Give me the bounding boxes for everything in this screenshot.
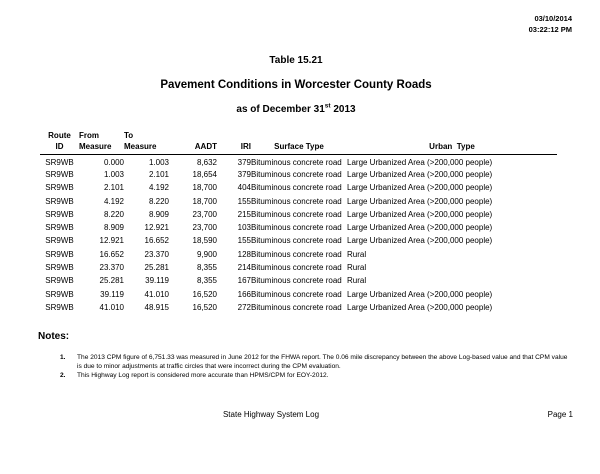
table-cell: 23,700 [192, 223, 217, 233]
table-cell: Rural [347, 249, 367, 259]
col-header-to-measure: To Measure [124, 131, 169, 155]
table-cell: 214 [237, 263, 251, 273]
table-cell: 8.909 [103, 223, 124, 233]
table-cell: 166 [237, 289, 251, 299]
table-cell: 12.921 [99, 236, 124, 246]
table-cell: 215 [237, 209, 251, 219]
pavement-conditions-table [40, 131, 557, 314]
table-cell: Large Urbanized Area (>200,000 people) [347, 289, 493, 299]
table-cell: Large Urbanized Area (>200,000 people) [347, 223, 493, 233]
table-cell: 1.003 [148, 158, 169, 168]
table-cell: SR9WB [45, 302, 74, 312]
table-row [40, 221, 557, 234]
table-cell: 18,700 [192, 183, 217, 193]
table-cell: 379 [237, 158, 251, 168]
table-cell: 39.119 [100, 289, 124, 299]
table-row [40, 155, 557, 168]
col-header-surface-type: Surface Type [251, 131, 347, 155]
table-cell: 23,700 [192, 209, 217, 219]
table-cell: 25.281 [144, 263, 169, 273]
table-cell: 16,520 [192, 302, 217, 312]
print-time: 03:22:12 PM [528, 25, 572, 34]
print-datetime [529, 13, 572, 35]
table-cell: 0.000 [103, 158, 124, 168]
table-cell: 8.909 [148, 209, 169, 219]
table-cell: SR9WB [45, 236, 74, 246]
table-cell: 155 [237, 236, 251, 246]
note-number: 2. [60, 372, 66, 380]
table-cell: 8,632 [196, 158, 217, 168]
table-cell: 2.101 [103, 183, 124, 193]
note-number: 1. [60, 354, 66, 361]
note-text: This Highway Log report is considered more accurate than HPMS/CPM for EOY-2012. [77, 372, 329, 380]
footer-report-name: State Highway System Log [222, 410, 320, 419]
table-header-row [40, 131, 557, 155]
table-cell: 16.652 [99, 249, 124, 259]
table-cell: Bituminous concrete road [251, 183, 342, 193]
table-cell: 2.101 [148, 169, 169, 179]
table-cell: Large Urbanized Area (>200,000 people) [347, 196, 493, 206]
table-cell: 8,355 [196, 276, 217, 286]
col-header-aadt: AADT [169, 131, 217, 155]
table-cell: 41.010 [99, 302, 124, 312]
col-header-from-measure: From Measure [79, 131, 124, 155]
table-cell: Rural [347, 276, 367, 286]
table-cell: SR9WB [45, 289, 74, 299]
table-cell: SR9WB [45, 196, 74, 206]
table-cell: SR9WB [45, 209, 74, 219]
table-cell: 23.370 [99, 263, 124, 273]
table-row [40, 274, 557, 287]
table-cell: 48.915 [144, 302, 169, 312]
table-cell: SR9WB [45, 276, 74, 286]
table-cell: Large Urbanized Area (>200,000 people) [347, 183, 493, 193]
table-row [40, 261, 557, 274]
table-row [40, 301, 557, 314]
table-row [40, 287, 557, 300]
table-cell: 379 [237, 169, 251, 179]
table-body [40, 155, 557, 315]
as-of-date-subtitle [0, 104, 592, 115]
table-cell: Bituminous concrete road [251, 223, 342, 233]
table-cell: 8,355 [196, 263, 217, 273]
table-cell: 16.652 [144, 236, 169, 246]
table-cell: SR9WB [45, 169, 74, 179]
table-cell: Bituminous concrete road [251, 249, 342, 259]
table-cell: 18,590 [192, 236, 217, 246]
table-cell: SR9WB [45, 183, 74, 193]
table-cell: 8.220 [148, 196, 169, 206]
col-header-iri: IRI [217, 131, 251, 155]
ordinal-superscript: st [324, 102, 331, 110]
notes-heading: Notes: [38, 331, 70, 342]
table-cell: 4.192 [103, 196, 124, 206]
table-cell: Bituminous concrete road [251, 158, 342, 168]
page-title: Pavement Conditions in Worcester County Roads [160, 79, 432, 91]
print-date: 03/10/2014 [534, 14, 572, 23]
table-cell: 4.192 [148, 183, 169, 193]
note-text: The 2013 CPM figure of 6,751.33 was measured in June 2012 for the FHWA report. The 0.06 mile discrepancy between the above Log-based value and that CPM value is due to minor adjustments at traffic circles that were incorrect during the CPM evaluation. [77, 354, 568, 371]
col-header-route-id: Route ID [40, 131, 79, 155]
table-row [40, 234, 557, 247]
as-of-prefix: as of December 31 [236, 104, 325, 115]
table-cell: 18,700 [192, 196, 217, 206]
table-cell: Bituminous concrete road [251, 302, 342, 312]
table-cell: Large Urbanized Area (>200,000 people) [347, 236, 493, 246]
table-cell: 25.281 [99, 276, 124, 286]
table-cell: Large Urbanized Area (>200,000 people) [347, 302, 493, 312]
table-cell: Bituminous concrete road [251, 209, 342, 219]
table-cell: 404 [237, 183, 251, 193]
table-cell: SR9WB [45, 158, 74, 168]
table-cell: Large Urbanized Area (>200,000 people) [347, 209, 493, 219]
table-cell: Bituminous concrete road [251, 236, 342, 246]
table-cell: Bituminous concrete road [251, 263, 342, 273]
table-cell: Bituminous concrete road [251, 169, 342, 179]
table-cell: Bituminous concrete road [251, 289, 342, 299]
table-cell: Bituminous concrete road [251, 196, 342, 206]
table-row [40, 208, 557, 221]
table-cell: Rural [347, 263, 367, 273]
table-cell: Large Urbanized Area (>200,000 people) [347, 158, 493, 168]
table-cell: SR9WB [45, 249, 74, 259]
table-number-title: Table 15.21 [269, 55, 323, 66]
as-of-suffix: 2013 [330, 104, 356, 115]
table-cell: Bituminous concrete road [251, 276, 342, 286]
table-cell: 41.010 [144, 289, 169, 299]
table-cell: 128 [237, 249, 251, 259]
note-item [60, 353, 572, 371]
table-cell: 103 [237, 223, 251, 233]
table-cell: SR9WB [45, 223, 74, 233]
table-cell: SR9WB [45, 263, 74, 273]
table-row [40, 168, 557, 181]
table-header [40, 131, 557, 155]
table-cell: 155 [237, 196, 251, 206]
table-cell: 39.119 [145, 276, 169, 286]
footer-page-number: Page 1 [547, 410, 573, 419]
table-cell: 18,654 [192, 169, 217, 179]
table-cell: 23.370 [144, 249, 169, 259]
table-cell: 8.220 [103, 209, 124, 219]
table-cell: 167 [237, 276, 251, 286]
table-cell: Large Urbanized Area (>200,000 people) [347, 169, 493, 179]
col-header-urban-type: Urban Type [347, 131, 557, 155]
notes-list [60, 353, 572, 381]
table-cell: 16,520 [192, 289, 217, 299]
table-cell: 272 [237, 302, 251, 312]
note-item [60, 371, 572, 380]
table-cell: 9,900 [196, 249, 217, 259]
table-row [40, 248, 557, 261]
table-row [40, 194, 557, 207]
table-row [40, 181, 557, 194]
table-cell: 12.921 [144, 223, 169, 233]
table-cell: 1.003 [103, 169, 124, 179]
